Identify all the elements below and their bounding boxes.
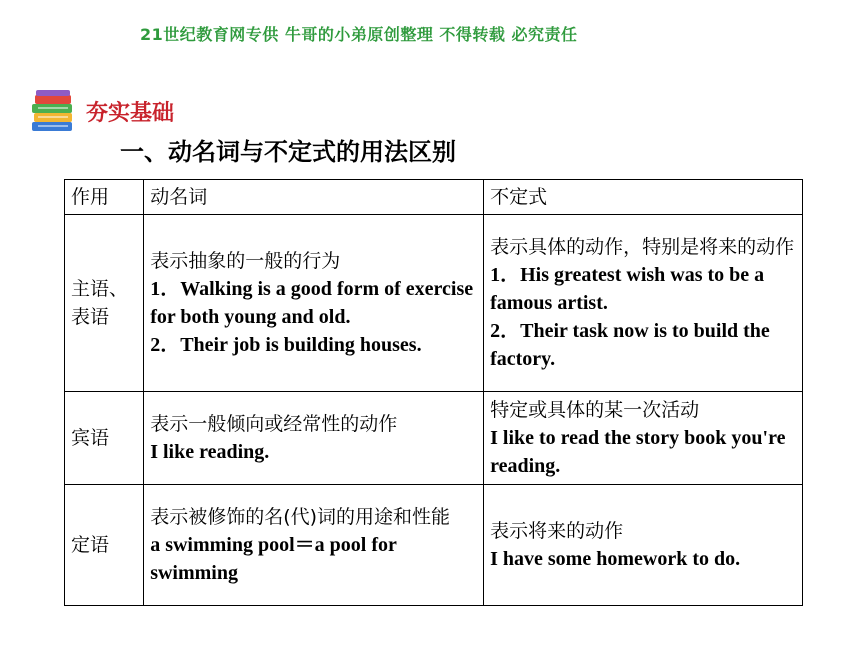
- infinitive-cell: [484, 485, 803, 606]
- role-cell: 定语: [65, 485, 144, 606]
- gerund-example: 1．Walking is a good form of exercise for both young and old.: [150, 278, 474, 328]
- infinitive-desc: 表示将来的动作: [490, 520, 624, 542]
- gerund-example: a swimming pool＝a pool for swimming: [150, 534, 397, 584]
- gerund-desc: 表示抽象的一般的行为: [150, 250, 341, 272]
- gerund-desc: 表示被修饰的名(代)词的用途和性能: [150, 506, 451, 528]
- gerund-cell: [144, 485, 484, 606]
- infinitive-cell: [484, 392, 803, 485]
- gerund-example: 2．Their job is building houses.: [150, 334, 422, 356]
- table-row: [65, 485, 803, 606]
- infinitive-example: 1．His greatest wish was to be a famous artist.: [490, 264, 765, 314]
- infinitive-example: I have some homework to do.: [490, 548, 741, 570]
- table-row: [65, 215, 803, 392]
- infinitive-desc: 表示具体的动作，特别是将来的动作: [490, 236, 795, 258]
- infinitive-desc: 特定或具体的某一次活动: [490, 399, 700, 421]
- table-row: [65, 392, 803, 485]
- gerund-desc: 表示一般倾向或经常性的动作: [150, 413, 398, 435]
- infinitive-cell: [484, 215, 803, 392]
- comparison-table: [64, 179, 803, 606]
- page-title: 一、动名词与不定式的用法区别: [120, 138, 456, 166]
- header-banner: 21世纪教育网专供 牛哥的小弟原创整理 不得转载 必究责任: [140, 25, 578, 44]
- gerund-cell: [144, 392, 484, 485]
- table-header-row: [65, 180, 803, 215]
- role-cell: 宾语: [65, 392, 144, 485]
- gerund-cell: [144, 215, 484, 392]
- infinitive-example: 2．Their task now is to build the factory.: [490, 320, 770, 370]
- gerund-example: I like reading.: [150, 441, 270, 463]
- header-infinitive: 不定式: [484, 180, 803, 215]
- section-label: 夯实基础: [86, 101, 175, 126]
- header-role: 作用: [65, 180, 144, 215]
- books-icon: [30, 88, 78, 134]
- infinitive-example: I like to read the story book you're reading.: [490, 427, 786, 477]
- header-gerund: 动名词: [144, 180, 484, 215]
- role-cell: 主语、表语: [65, 215, 144, 392]
